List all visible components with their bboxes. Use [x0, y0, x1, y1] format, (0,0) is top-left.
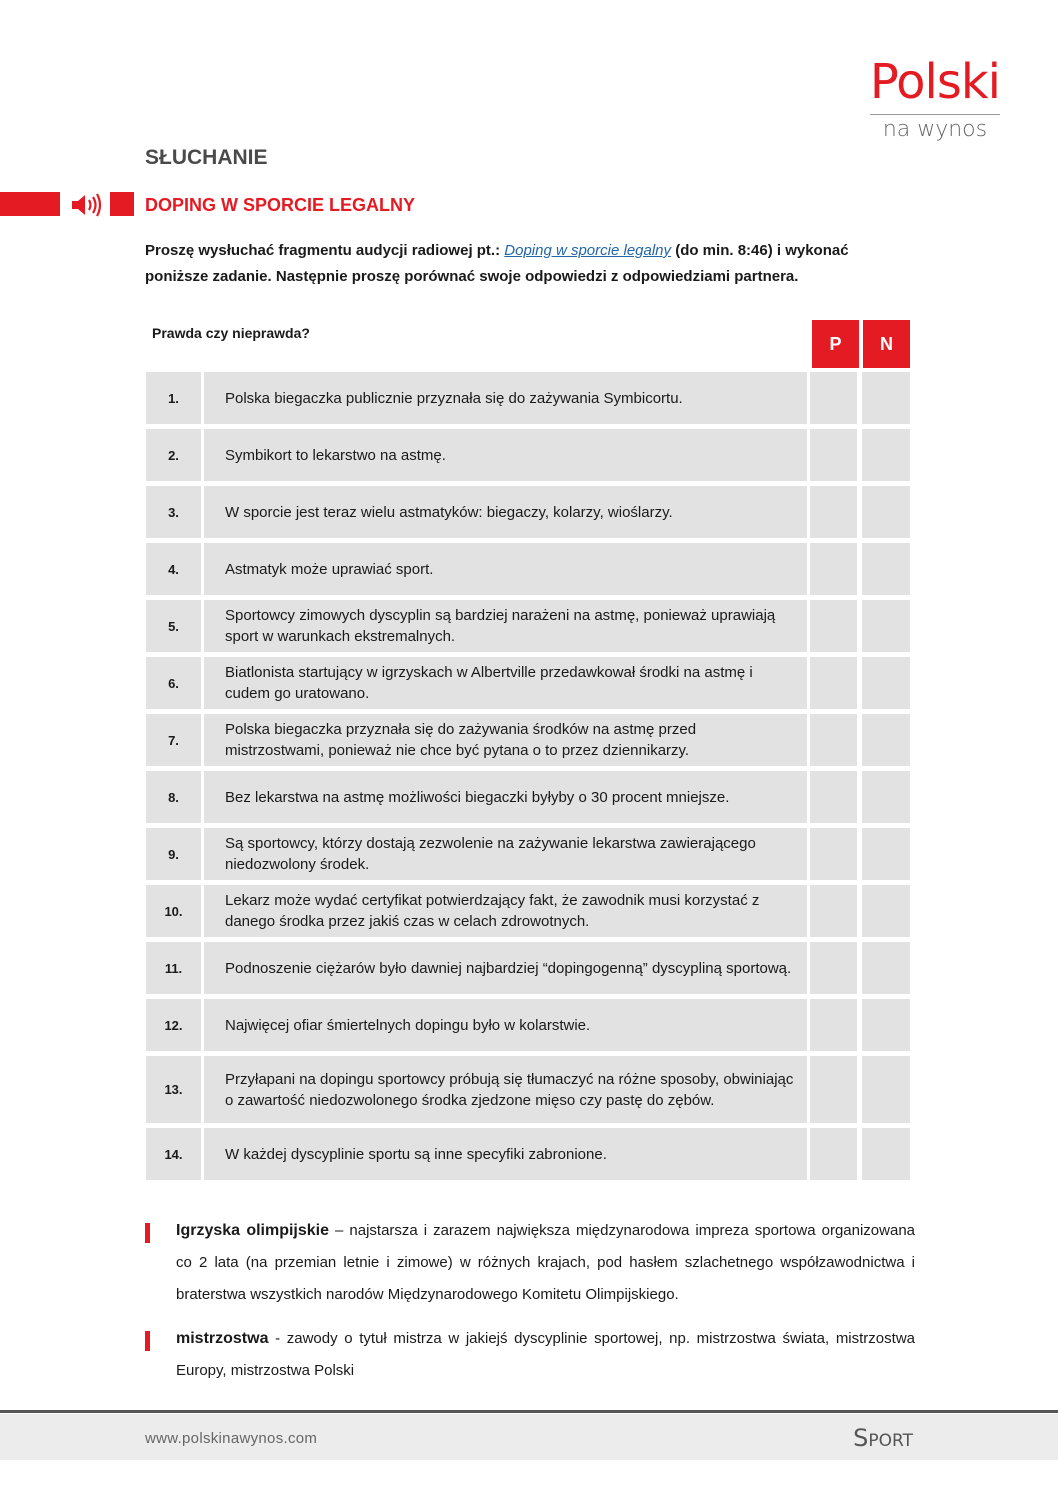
accent-square [110, 192, 134, 216]
row-statement: Najwięcej ofiar śmiertelnych dopingu było w kolarstwie. [204, 999, 807, 1051]
col-header-true: P [812, 320, 859, 368]
answer-cell-false[interactable] [862, 657, 910, 709]
answer-cell-true[interactable] [810, 885, 857, 937]
answer-cell-true[interactable] [810, 600, 857, 652]
footer-url[interactable]: www.polskinawynos.com [145, 1430, 318, 1447]
logo-sub-text: na wynos [870, 114, 1000, 142]
answer-cell-false[interactable] [862, 771, 910, 823]
answer-cell-false[interactable] [862, 999, 910, 1051]
answer-cell-true[interactable] [810, 372, 857, 424]
glossary-item [145, 1323, 915, 1387]
row-number: 11. [146, 942, 201, 994]
answer-cell-true[interactable] [810, 543, 857, 595]
row-number: 14. [146, 1128, 201, 1180]
answer-cell-false[interactable] [862, 1056, 910, 1123]
brand-logo [869, 54, 1000, 142]
row-statement: Bez lekarstwa na astmę możliwości biegaczki byłyby o 30 procent mniejsze. [204, 771, 807, 823]
answer-cell-true[interactable] [810, 771, 857, 823]
answer-cell-true[interactable] [810, 657, 857, 709]
glossary-marker [145, 1331, 150, 1351]
accent-bar [0, 192, 60, 216]
row-statement: Przyłapani na dopingu sportowcy próbują się tłumaczyć na różne sposoby, obwiniając o zawartość niedozwolonego środka zjedzone mięso czy pastę do zębów. [204, 1056, 807, 1123]
glossary-body [176, 1323, 915, 1387]
row-statement: Polska biegaczka przyznała się do zażywania środków na astmę przed mistrzostwami, ponieważ nie chce być pytana o to przez dziennikarzy. [204, 714, 807, 766]
answer-cell-true[interactable] [810, 486, 857, 538]
row-number: 3. [146, 486, 201, 538]
answer-cell-true[interactable] [810, 999, 857, 1051]
answer-cell-true[interactable] [810, 1128, 857, 1180]
instructions-part2: (do min. 8:46) i wykonać poniższe zadanie. Następnie proszę porównać swoje odpowiedzi z odpowiedziami partnera. [145, 242, 849, 285]
answer-cell-true[interactable] [810, 942, 857, 994]
row-number: 6. [146, 657, 201, 709]
row-statement: Biatlonista startujący w igrzyskach w Albertville przedawkował środki na astmę i cudem go uratowano. [204, 657, 807, 709]
exercise-title: DOPING W SPORCIE LEGALNY [145, 195, 416, 215]
instructions-part1: Proszę wysłuchać fragmentu audycji radiowej pt.: [145, 242, 505, 259]
row-number: 10. [146, 885, 201, 937]
answer-cell-false[interactable] [862, 600, 910, 652]
row-statement: Lekarz może wydać certyfikat potwierdzający fakt, że zawodnik musi korzystać z danego środka przez jakiś czas w celach zdrowotnych. [204, 885, 807, 937]
row-number: 13. [146, 1056, 201, 1123]
row-statement: Astmatyk może uprawiać sport. [204, 543, 807, 595]
answer-cell-true[interactable] [810, 429, 857, 481]
row-number: 8. [146, 771, 201, 823]
glossary-definition: – najstarsza i zarazem największa międzynarodowa impreza sportowa organizowana co 2 lata (na przemian letnie i zimowe) w różnych krajach, pod hasłem szlachetnego współzawodnictwa i braterstwa wszystkich narodów Międzynarodowego Komitetu Olimpijskiego. [176, 1222, 916, 1303]
row-number: 1. [146, 372, 201, 424]
row-number: 9. [146, 828, 201, 880]
row-number: 2. [146, 429, 201, 481]
answer-cell-false[interactable] [862, 429, 910, 481]
answer-cell-false[interactable] [862, 1128, 910, 1180]
row-statement: Symbikort to lekarstwo na astmę. [204, 429, 807, 481]
row-number: 5. [146, 600, 201, 652]
answer-cell-true[interactable] [810, 714, 857, 766]
glossary-item [145, 1215, 915, 1311]
row-statement: Podnoszenie ciężarów było dawniej najbardziej “dopingogenną” dyscypliną sportową. [204, 942, 807, 994]
col-header-false: N [863, 320, 910, 368]
glossary-term: Igrzyska olimpijskie [176, 1222, 330, 1239]
row-statement: Sportowcy zimowych dyscyplin są bardziej narażeni na astmę, ponieważ uprawiają sport w warunkach ekstremalnych. [204, 600, 807, 652]
glossary-body [176, 1215, 915, 1311]
answer-cell-false[interactable] [862, 885, 910, 937]
glossary-term: mistrzostwa [176, 1330, 269, 1347]
row-statement: Są sportowcy, którzy dostają zezwolenie na zażywanie lekarstwa zawierającego niedozwolony środek. [204, 828, 807, 880]
answer-cell-false[interactable] [862, 942, 910, 994]
footer-divider [0, 1410, 1058, 1413]
answer-cell-false[interactable] [862, 543, 910, 595]
footer-category: Sport [853, 1424, 913, 1452]
row-number: 12. [146, 999, 201, 1051]
row-statement: W sporcie jest teraz wielu astmatyków: biegaczy, kolarzy, wioślarzy. [204, 486, 807, 538]
answer-cell-true[interactable] [810, 828, 857, 880]
speaker-icon[interactable] [70, 192, 102, 218]
answer-cell-false[interactable] [862, 372, 910, 424]
row-statement: Polska biegaczka publicznie przyznała się do zażywania Symbicortu. [204, 372, 807, 424]
question-label: Prawda czy nieprawda? [152, 325, 310, 341]
glossary-definition: - zawody o tytuł mistrza w jakiejś dyscyplinie sportowej, np. mistrzostwa świata, mistrzostwa Europy, mistrzostwa Polski [176, 1330, 915, 1379]
answer-cell-false[interactable] [862, 714, 910, 766]
answer-cell-true[interactable] [810, 1056, 857, 1123]
glossary-marker [145, 1223, 150, 1243]
instructions [145, 238, 915, 290]
row-statement: W każdej dyscyplinie sportu są inne specyfiki zabronione. [204, 1128, 807, 1180]
answer-cell-false[interactable] [862, 828, 910, 880]
answer-cell-false[interactable] [862, 486, 910, 538]
logo-main-text: Polski [869, 54, 1000, 110]
section-title: SŁUCHANIE [145, 146, 268, 169]
row-number: 4. [146, 543, 201, 595]
audio-link[interactable]: Doping w sporcie legalny [504, 242, 672, 259]
row-number: 7. [146, 714, 201, 766]
